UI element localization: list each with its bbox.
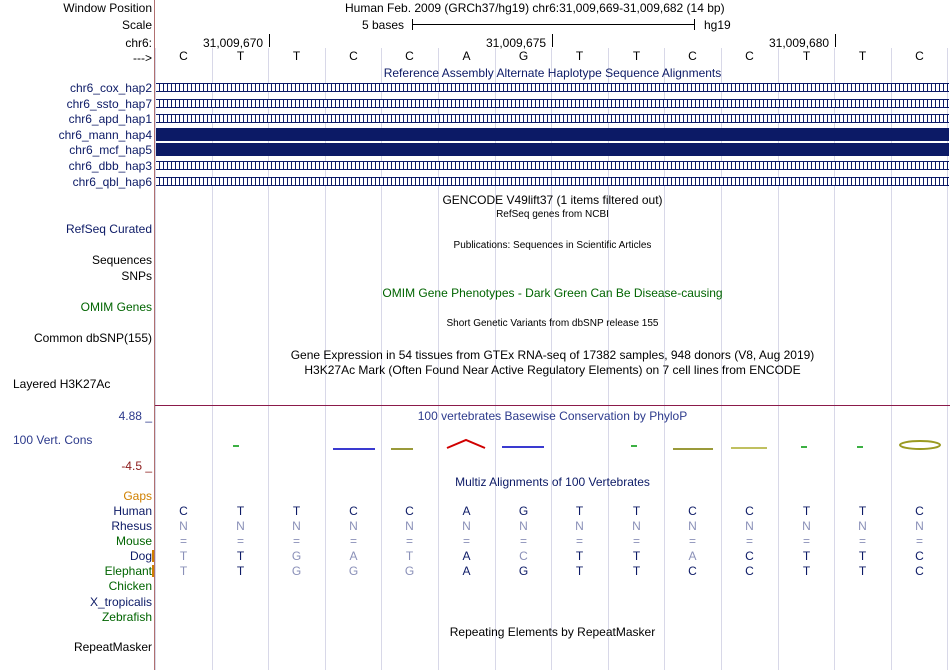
alignment-base: T: [632, 564, 641, 578]
species-label[interactable]: Human: [113, 504, 152, 518]
conservation-mark: [502, 446, 544, 448]
alignment-base: N: [462, 519, 471, 533]
publications-track-title[interactable]: Publications: Sequences in Scientific Articles: [453, 240, 652, 251]
alignment-base: T: [575, 504, 584, 518]
refseq-curated-label[interactable]: RefSeq Curated: [65, 222, 152, 236]
alignment-base: G: [291, 564, 302, 578]
alignment-base: T: [179, 564, 188, 578]
conservation-mark: [631, 445, 637, 447]
alignment-base: A: [462, 564, 471, 578]
reference-base: C: [688, 49, 697, 63]
alignment-base: N: [292, 519, 301, 533]
reference-base: T: [292, 49, 301, 63]
alignment-base: C: [745, 549, 754, 563]
snps-label[interactable]: SNPs: [121, 269, 152, 283]
conservation-mark: [233, 445, 239, 447]
alignment-base: N: [405, 519, 414, 533]
phylop-track-label[interactable]: 100 Vert. Cons: [13, 433, 93, 447]
ruler-tick-label: 31,009,680: [769, 36, 830, 50]
reference-base: C: [405, 49, 414, 63]
phylop-min-label: -4.5 _: [121, 459, 152, 473]
alignment-base: T: [802, 564, 811, 578]
window-position-label: Window Position: [63, 1, 152, 15]
genome-track-area[interactable]: [155, 0, 950, 670]
conservation-mark: [673, 448, 713, 450]
alignment-base: T: [802, 549, 811, 563]
haplotype-bar[interactable]: [156, 161, 949, 170]
species-label[interactable]: X_tropicalis: [89, 595, 152, 609]
haplotype-label[interactable]: chr6_cox_hap2: [69, 81, 152, 95]
dbsnp-track-title[interactable]: Short Genetic Variants from dbSNP release 155: [446, 318, 659, 329]
alignment-base: T: [236, 504, 245, 518]
alignment-base: =: [858, 534, 866, 548]
alignment-base: =: [745, 534, 753, 548]
species-label[interactable]: Mouse: [115, 534, 152, 548]
haplotype-track-title[interactable]: Reference Assembly Alternate Haplotype Sequence Alignments: [383, 66, 722, 80]
alignment-base: T: [236, 564, 245, 578]
alignment-base: C: [745, 504, 754, 518]
ruler-tick-label: 31,009,670: [203, 36, 264, 50]
chrom-label: chr6:: [125, 36, 152, 50]
ruler-tick: [269, 34, 270, 47]
alignment-base: =: [462, 534, 470, 548]
alignment-base: N: [236, 519, 245, 533]
alignment-base: T: [179, 549, 188, 563]
alignment-base: A: [688, 549, 697, 563]
alignment-base: T: [858, 504, 867, 518]
reference-base: A: [462, 49, 471, 63]
sequences-label[interactable]: Sequences: [91, 253, 152, 267]
alignment-base: T: [632, 549, 641, 563]
reference-base: C: [915, 49, 924, 63]
species-label[interactable]: Chicken: [108, 579, 152, 593]
alignment-base: G: [518, 564, 529, 578]
alignment-base: T: [858, 564, 867, 578]
alignment-base: =: [292, 534, 300, 548]
reference-base: T: [575, 49, 584, 63]
alignment-base: N: [575, 519, 584, 533]
ruler-tick: [552, 34, 553, 47]
reference-base: G: [518, 49, 529, 63]
track-label-panel: [0, 0, 154, 670]
alignment-base: A: [462, 549, 471, 563]
reference-base: C: [349, 49, 358, 63]
alignment-base: T: [858, 549, 867, 563]
haplotype-label[interactable]: chr6_mann_hap4: [58, 128, 152, 142]
gtex-track-title[interactable]: Gene Expression in 54 tissues from GTEx RNA-seq of 17382 samples, 948 donors (V8, Aug 2019): [290, 348, 815, 362]
conservation-mark: [731, 447, 767, 449]
alignment-base: =: [405, 534, 413, 548]
reference-base: C: [745, 49, 754, 63]
h3k27ac-baseline: [155, 405, 950, 406]
scale-bar: [412, 24, 695, 25]
conservation-mark: [801, 446, 807, 448]
species-label[interactable]: Elephant: [104, 564, 152, 578]
alignment-base: C: [915, 564, 924, 578]
alignment-base: =: [179, 534, 187, 548]
species-label[interactable]: Dog: [129, 549, 152, 563]
alignment-base: C: [915, 549, 924, 563]
common-dbsnp-label[interactable]: Common dbSNP(155): [33, 331, 152, 345]
ruler-tick: [835, 34, 836, 47]
haplotype-bar[interactable]: [156, 114, 949, 123]
alignment-base: T: [575, 564, 584, 578]
alignment-base: N: [349, 519, 358, 533]
alignment-base: N: [745, 519, 754, 533]
alignment-base: C: [745, 564, 754, 578]
haplotype-bar[interactable]: [156, 128, 949, 141]
haplotype-label[interactable]: chr6_qbl_hap6: [72, 175, 152, 189]
reference-base: T: [632, 49, 641, 63]
conservation-mark: [391, 448, 413, 450]
haplotype-label[interactable]: chr6_apd_hap1: [68, 112, 152, 126]
scale-bar-right-tick: [694, 19, 695, 30]
conservation-mark: [333, 448, 375, 450]
gencode-track-title[interactable]: GENCODE V49lift37 (1 items filtered out): [442, 193, 663, 207]
alignment-base: N: [688, 519, 697, 533]
multiz-track-title[interactable]: Multiz Alignments of 100 Vertebrates: [455, 475, 650, 489]
repeatmasker-track-title[interactable]: Repeating Elements by RepeatMasker: [449, 625, 656, 639]
haplotype-bar[interactable]: [156, 143, 949, 156]
haplotype-label[interactable]: chr6_mcf_hap5: [69, 143, 152, 157]
alignment-base: =: [632, 534, 640, 548]
omim-track-title[interactable]: OMIM Gene Phenotypes - Dark Green Can Be Disease-causing: [382, 286, 723, 300]
window-position-value: Human Feb. 2009 (GRCh37/hg19) chr6:31,009,669-31,009,682 (14 bp): [345, 1, 725, 15]
repeatmasker-label[interactable]: RepeatMasker: [73, 640, 152, 654]
alignment-base: C: [688, 564, 697, 578]
reference-base: T: [858, 49, 867, 63]
conservation-peak-mark: [445, 438, 487, 450]
species-label[interactable]: Zebrafish: [101, 610, 152, 624]
alignment-base: =: [802, 534, 810, 548]
gap-marker: [152, 565, 154, 577]
alignment-base: A: [462, 504, 471, 518]
layered-h3k27ac-label[interactable]: Layered H3K27Ac: [13, 377, 111, 391]
alignment-base: T: [802, 504, 811, 518]
scale-value: 5 bases: [362, 18, 405, 32]
alignment-base: G: [291, 549, 302, 563]
scale-bar-left-tick: [412, 19, 413, 30]
conservation-loop-mark: [897, 438, 943, 452]
omim-genes-label[interactable]: OMIM Genes: [80, 300, 152, 314]
reference-base: C: [179, 49, 188, 63]
alignment-base: C: [519, 549, 528, 563]
haplotype-bar[interactable]: [156, 177, 949, 186]
scale-label: Scale: [121, 18, 152, 32]
alignment-base: C: [349, 504, 358, 518]
alignment-base: C: [915, 504, 924, 518]
alignment-base: C: [405, 504, 414, 518]
alignment-base: =: [519, 534, 527, 548]
alignment-base: G: [518, 504, 529, 518]
alignment-base: A: [349, 549, 358, 563]
haplotype-label[interactable]: chr6_ssto_hap7: [66, 97, 152, 111]
alignment-base: T: [236, 549, 245, 563]
reference-base: T: [802, 49, 811, 63]
alignment-base: C: [179, 504, 188, 518]
alignment-base: N: [915, 519, 924, 533]
alignment-base: T: [292, 504, 301, 518]
alignment-base: N: [802, 519, 811, 533]
reference-base: T: [236, 49, 245, 63]
alignment-base: T: [632, 504, 641, 518]
alignment-base: N: [632, 519, 641, 533]
assembly-label: hg19: [704, 18, 731, 32]
alignment-base: G: [404, 564, 415, 578]
gaps-label[interactable]: Gaps: [123, 489, 152, 503]
alignment-base: =: [575, 534, 583, 548]
haplotype-label[interactable]: chr6_dbb_hap3: [68, 159, 152, 173]
gap-marker: [152, 550, 154, 562]
alignment-base: C: [688, 504, 697, 518]
alignment-base: =: [349, 534, 357, 548]
phylop-track-title[interactable]: 100 vertebrates Basewise Conservation by PhyloP: [417, 409, 688, 423]
phylop-max-label: 4.88 _: [118, 409, 152, 423]
alignment-base: N: [519, 519, 528, 533]
alignment-base: G: [348, 564, 359, 578]
strand-arrow-label: --->: [133, 51, 152, 65]
alignment-base: N: [179, 519, 188, 533]
alignment-base: =: [915, 534, 923, 548]
refseq-track-title[interactable]: RefSeq genes from NCBI: [496, 209, 609, 220]
alignment-base: N: [858, 519, 867, 533]
conservation-mark: [857, 446, 863, 448]
haplotype-bar[interactable]: [156, 99, 949, 108]
ruler-tick-label: 31,009,675: [486, 36, 547, 50]
haplotype-bar[interactable]: [156, 83, 949, 92]
species-label[interactable]: Rhesus: [111, 519, 152, 533]
h3k27ac-track-title[interactable]: H3K27Ac Mark (Often Found Near Active Regulatory Elements) on 7 cell lines from ENCODE: [304, 363, 801, 377]
alignment-base: T: [405, 549, 414, 563]
alignment-base: =: [688, 534, 696, 548]
alignment-base: =: [236, 534, 244, 548]
alignment-base: T: [575, 549, 584, 563]
